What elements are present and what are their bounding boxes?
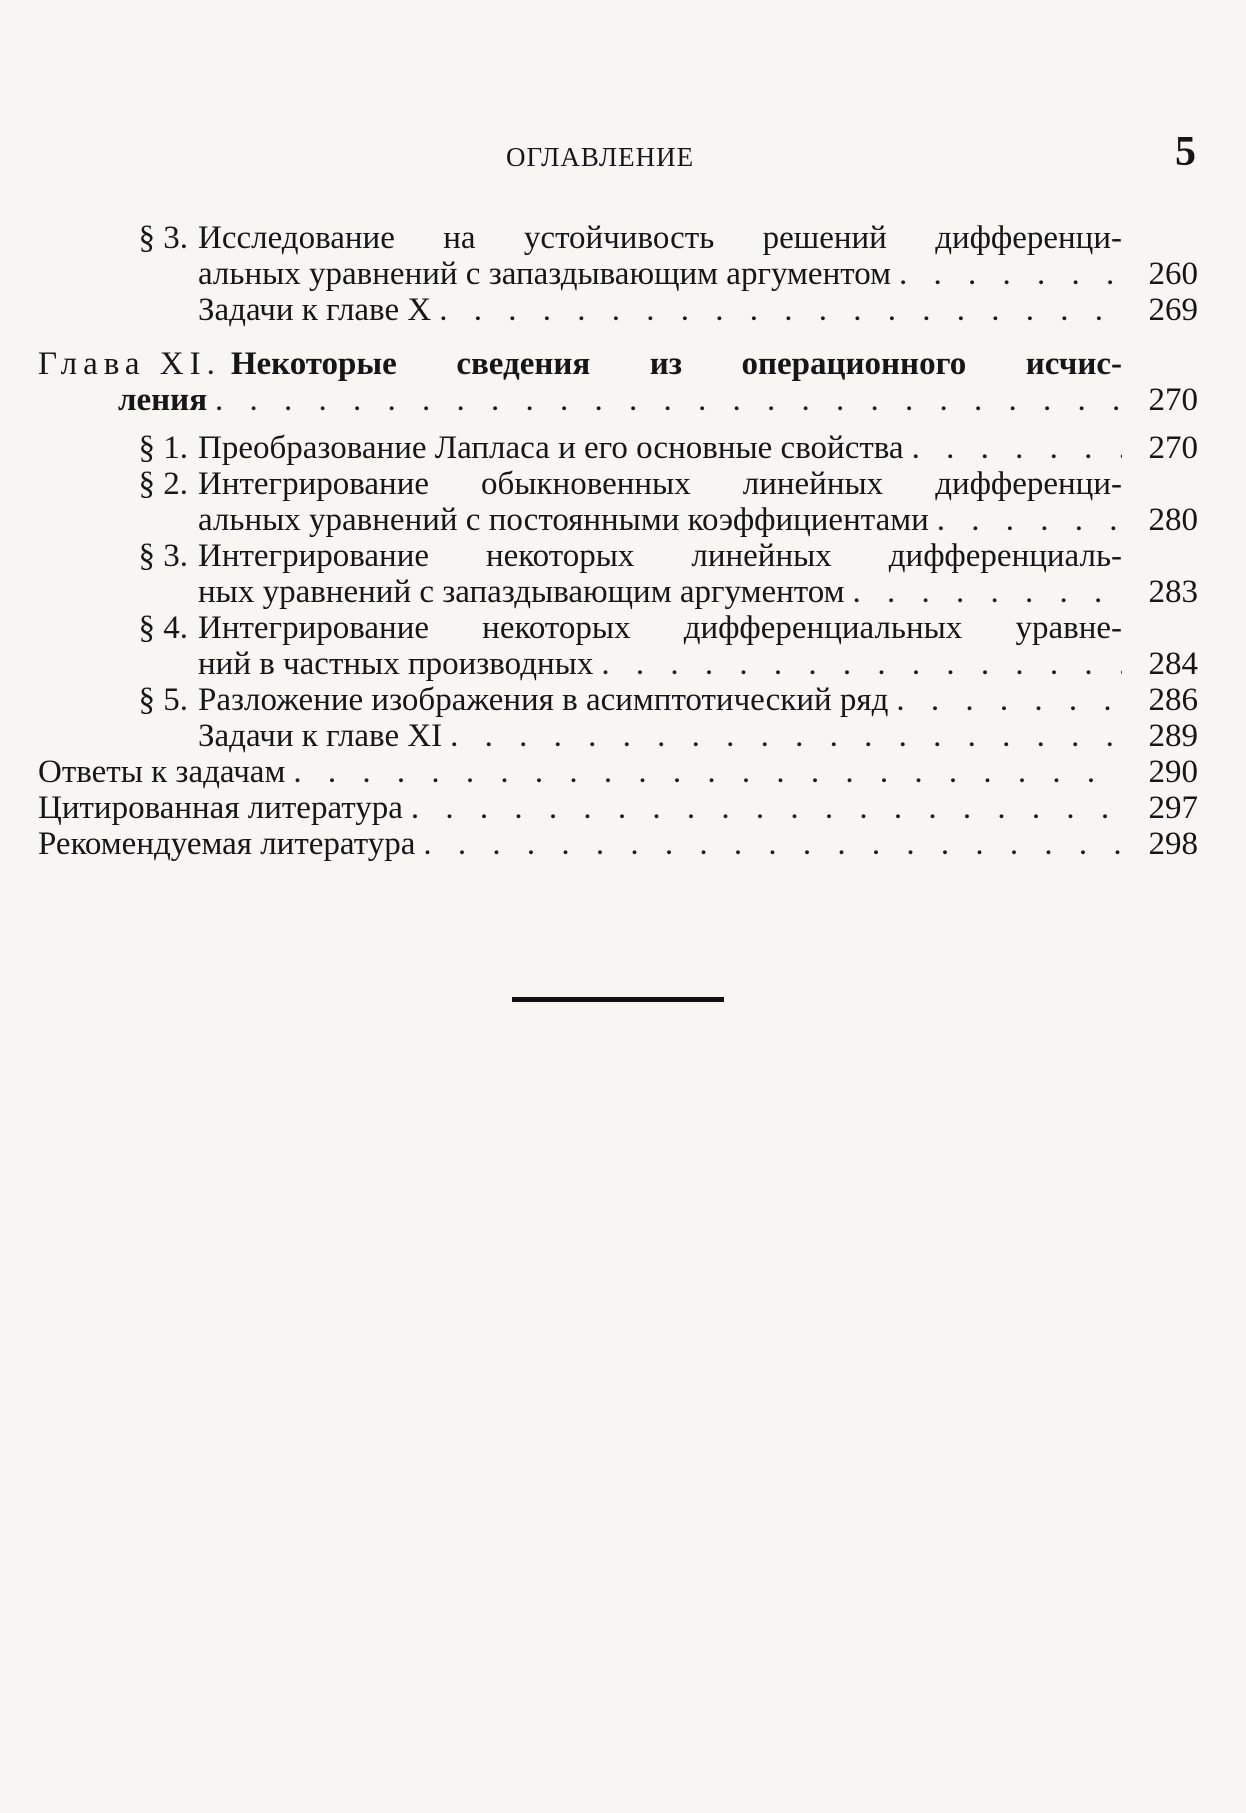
dot-leader xyxy=(888,682,1122,718)
entry-title-line2: ний в частных производных xyxy=(198,646,594,682)
entry-title-line2: альных уравнений с постоянными коэффициентами xyxy=(198,502,929,538)
dot-leader xyxy=(403,790,1122,826)
page-number: 5 xyxy=(1175,129,1196,175)
entry-title: Преобразование Лапласа и его основные свойства xyxy=(198,430,904,466)
page-ref: 298 xyxy=(1148,826,1198,862)
toc-entry-s2[interactable] xyxy=(38,466,1198,538)
paragraph-number: § 4. xyxy=(138,610,188,646)
page-ref: 260 xyxy=(1148,256,1198,292)
entry-title: Задачи к главе XI xyxy=(198,718,443,754)
dot-leader xyxy=(285,754,1122,790)
toc-entry-tasks-ch10[interactable] xyxy=(38,292,1198,328)
paragraph-number: § 1. xyxy=(138,430,188,466)
dot-leader xyxy=(845,574,1122,610)
toc-entry-chapter-11[interactable] xyxy=(38,346,1198,418)
page-ref: 283 xyxy=(1148,574,1198,610)
entry-title-line1: Интегрирование обыкновенных линейных дифференци- xyxy=(198,466,1122,502)
entry-title: Рекомендуемая литература xyxy=(38,826,416,862)
table-of-contents xyxy=(38,220,1198,862)
toc-entry-s4[interactable] xyxy=(38,610,1198,682)
entry-title-line2: ных уравнений с запаздывающим аргументом xyxy=(198,574,845,610)
page-ref: 280 xyxy=(1148,502,1198,538)
page-ref: 269 xyxy=(1148,292,1198,328)
paragraph-number: § 5. xyxy=(138,682,188,718)
dot-leader xyxy=(904,430,1122,466)
page-ref: 286 xyxy=(1148,682,1198,718)
entry-title: Ответы к задачам xyxy=(38,754,286,790)
entry-title: Цитированная литература xyxy=(38,790,403,826)
page-ref: 297 xyxy=(1148,790,1198,826)
dot-leader xyxy=(929,502,1122,538)
dot-leader xyxy=(891,256,1122,292)
entry-title-line1: Исследование на устойчивость решений дифференци- xyxy=(198,220,1122,256)
dot-leader xyxy=(442,718,1122,754)
page-ref: 284 xyxy=(1148,646,1198,682)
paragraph-number: § 3. xyxy=(138,220,188,256)
toc-entry-s3-ch10[interactable] xyxy=(38,220,1198,292)
running-title: ОГЛАВЛЕНИЕ xyxy=(506,142,695,172)
entry-title-line2: альных уравнений с запаздывающим аргументом xyxy=(198,256,891,292)
toc-entry-answers[interactable] xyxy=(38,754,1198,790)
page-ref: 270 xyxy=(1148,382,1198,418)
paragraph-number: § 2. xyxy=(138,466,188,502)
toc-entry-cited-literature[interactable] xyxy=(38,790,1198,826)
page-ref: 270 xyxy=(1148,430,1198,466)
entry-title: Разложение изображения в асимптотический ряд xyxy=(198,682,889,718)
dot-leader xyxy=(593,646,1122,682)
page-ref: 290 xyxy=(1148,754,1198,790)
dot-leader xyxy=(415,826,1122,862)
entry-title-line1: Интегрирование некоторых линейных дифференциаль- xyxy=(198,538,1122,574)
toc-entry-tasks-ch11[interactable] xyxy=(38,718,1198,754)
toc-entry-s5[interactable] xyxy=(38,682,1198,718)
entry-title-line1: Интегрирование некоторых дифференциальных уравне- xyxy=(198,610,1122,646)
page-ref: 289 xyxy=(1148,718,1198,754)
page-header xyxy=(0,128,1246,188)
toc-entry-s3[interactable] xyxy=(38,538,1198,610)
paragraph-number: § 3. xyxy=(138,538,188,574)
chapter-title-line1: Некоторые сведения из операционного исчис- xyxy=(230,346,1122,382)
entry-title: Задачи к главе X xyxy=(198,292,432,328)
chapter-title-line2: ления xyxy=(118,382,208,418)
toc-entry-recommended-literature[interactable] xyxy=(38,826,1198,862)
dot-leader xyxy=(207,382,1122,418)
closing-rule xyxy=(512,997,724,1002)
dot-leader xyxy=(431,292,1122,328)
chapter-label: Глава XI. xyxy=(38,346,221,382)
toc-entry-s1[interactable] xyxy=(38,430,1198,466)
